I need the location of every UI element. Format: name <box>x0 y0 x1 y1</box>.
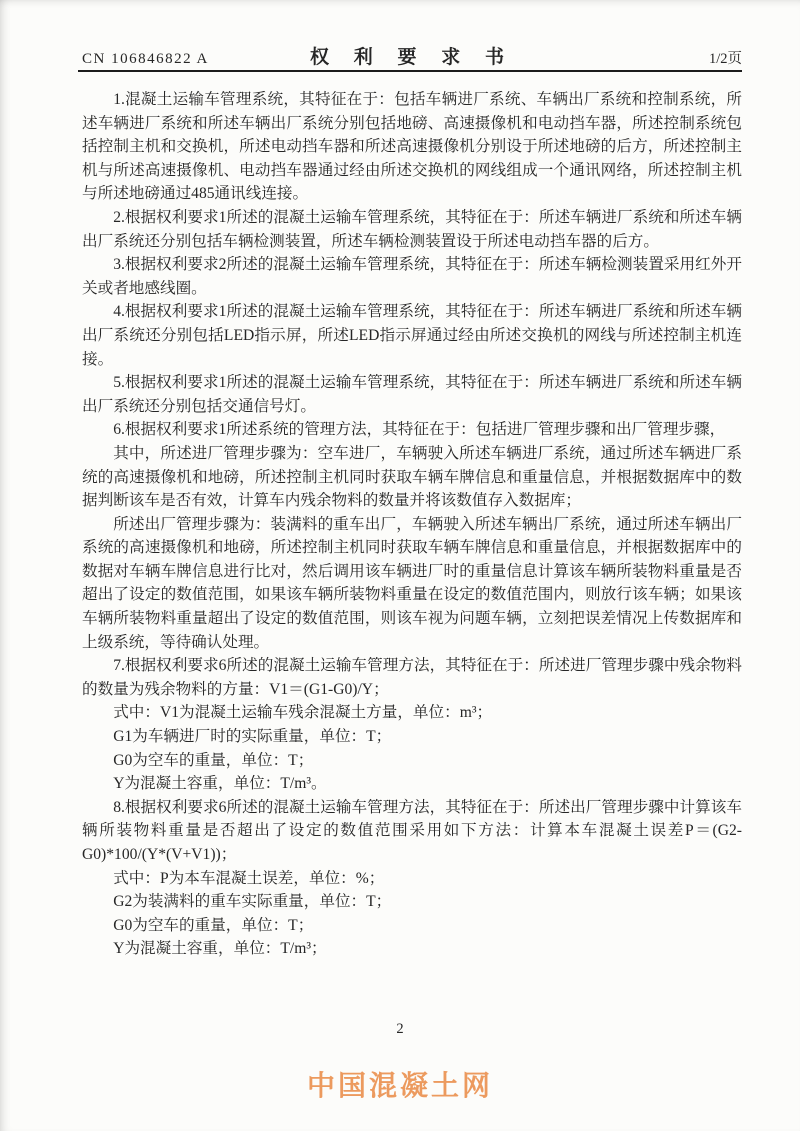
claim-8-formula-def-g2: G2为装满料的重车实际重量，单位：T； <box>113 893 392 911</box>
claim-6-exit-step: 所述出厂管理步骤为：装满料的重车出厂，车辆驶入所述车辆出厂系统，通过所述车辆出厂系统的高速摄像机和地磅，所述控制主机同时获取车辆车牌信息和重量信息，并根据数据库中的数据对车辆车牌信息进行比对，然后调用该车辆进厂时的重量信息计算该车辆所装物料重量是否超出了设定的数值范围，如果该车辆所装物料重量在设定的数值范围内，则放行该车辆；如果该车辆所装物料重量超出了设定的数值范围，则该车视为问题车辆，立刻把误差情况上传数据库和上级系统，等待确认处理。 <box>82 515 742 651</box>
claim-paragraph-6: 6.根据权利要求1所述系统的管理方法，其特征在于：包括进厂管理步骤和出厂管理步骤， <box>113 421 726 439</box>
claim-paragraph-4: 4.根据权利要求1所述的混凝土运输车管理系统，其特征在于：所述车辆进厂系统和所述车辆出厂系统还分别包括LED指示屏，所述LED指示屏通过经由所述交换机的网线与所述控制主机连接。 <box>82 303 742 368</box>
claim-paragraph-1: 1.混凝土运输车管理系统，其特征在于：包括车辆进厂系统、车辆出厂系统和控制系统，所述车辆进厂系统和所述车辆出厂系统分别包括地磅、高速摄像机和电动挡车器，所述控制系统包括控制主机和交换机，所述电动挡车器和所述高速摄像机分别设于所述地磅的后方，所述控制主机与所述高速摄像机、电动挡车器通过经由所述交换机的网线组成一个通讯网络，所述控制主机与所述地磅通过485通讯线连接。 <box>82 91 742 203</box>
page-header <box>82 42 742 68</box>
page-number: 2 <box>396 1021 404 1037</box>
document-title: 权 利 要 求 书 <box>309 47 515 68</box>
claim-paragraph-3: 3.根据权利要求2所述的混凝土运输车管理系统，其特征在于：所述车辆检测装置采用红外开关或者地感线圈。 <box>82 256 742 297</box>
claim-paragraph-7: 7.根据权利要求6所述的混凝土运输车管理方法，其特征在于：所述进厂管理步骤中残余物料的数量为残余物料的方量：V1＝(G1-G0)/Y； <box>82 657 742 698</box>
claim-6-entry-step: 其中，所述进厂管理步骤为：空车进厂，车辆驶入所述车辆进厂系统，通过所述车辆进厂系统的高速摄像机和地磅，所述控制主机同时获取车辆车牌信息和重量信息，并根据数据库中的数据判断该车是否有效，计算车内残余物料的数量并将该数值存入数据库； <box>82 444 742 510</box>
claim-paragraph-8: 8.根据权利要求6所述的混凝土运输车管理方法，其特征在于：所述出厂管理步骤中计算该车辆所装物料重量是否超出了设定的数值范围采用如下方法：计算本车混凝土误差P＝(G2-G0)*100/(Y*(V+V1))； <box>82 798 742 863</box>
watermark: 中国混凝土网 <box>306 1070 494 1101</box>
claim-8-formula-def-g0: G0为空车的重量，单位：T； <box>113 916 314 934</box>
patent-number: CN 106846822 A <box>82 51 209 67</box>
claim-7-formula-def-y: Y为混凝土容重，单位：T/m³。 <box>113 775 327 793</box>
claim-8-formula-def-p: 式中：P为本车混凝土误差，单位：%； <box>113 869 385 887</box>
page-indicator: 1/2页 <box>708 51 742 67</box>
claims-body <box>82 88 742 961</box>
claim-8-formula-def-y: Y为混凝土容重，单位：T/m³； <box>113 940 327 958</box>
claim-7-formula-def-g0: G0为空车的重量，单位：T； <box>113 751 314 769</box>
claim-paragraph-5: 5.根据权利要求1所述的混凝土运输车管理系统，其特征在于：所述车辆进厂系统和所述车辆出厂系统还分别包括交通信号灯。 <box>82 374 742 415</box>
claim-7-formula-def-v1: 式中：V1为混凝土运输车残余混凝土方量，单位：m³； <box>113 704 493 722</box>
claim-7-formula-def-g1: G1为车辆进厂时的实际重量，单位：T； <box>113 728 392 746</box>
header-rule <box>78 70 742 72</box>
claim-paragraph-2: 2.根据权利要求1所述的混凝土运输车管理系统，其特征在于：所述车辆进厂系统和所述车辆出厂系统还分别包括车辆检测装置，所述车辆检测装置设于所述电动挡车器的后方。 <box>82 208 742 250</box>
